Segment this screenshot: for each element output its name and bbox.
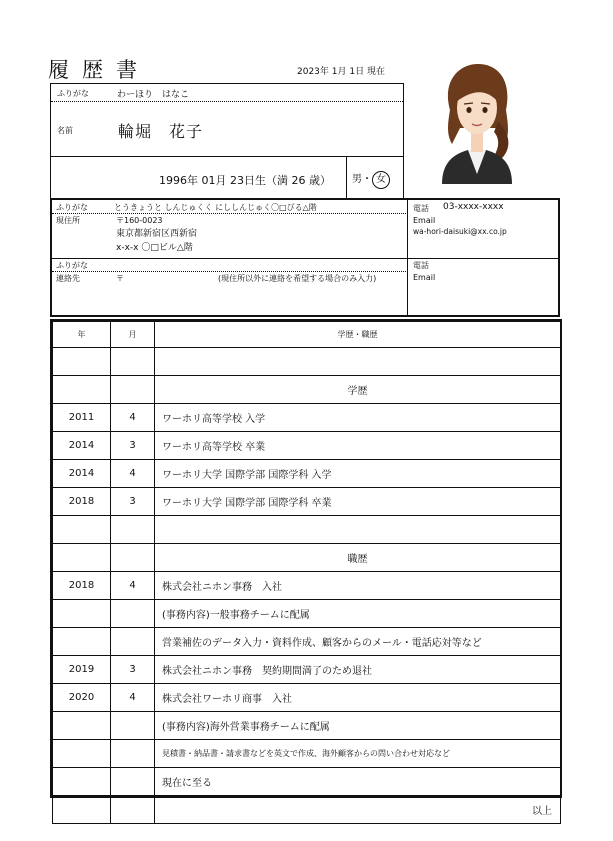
history-year	[53, 348, 111, 376]
history-year	[53, 712, 111, 740]
history-row	[53, 740, 561, 768]
history-row	[53, 348, 561, 376]
address-label: 現住所	[56, 216, 80, 225]
history-description: 見積書・納品書・請求書などを英文で作成、海外顧客からの問い合わせ対応など	[155, 740, 561, 768]
birth-date: 1996年 01月 23日生（満 26 歳）	[159, 174, 331, 187]
address-furigana: とうきょうと しんじゅくく にししんじゅく〇□びる△階	[114, 203, 317, 212]
profile-box	[50, 83, 404, 199]
contact-postal: 〒	[116, 274, 124, 283]
history-header	[53, 322, 561, 348]
history-month: 4	[111, 684, 155, 712]
history-description: 株式会社ニホン事務 契約期間満了のため退社	[155, 656, 561, 684]
history-year: 2018	[53, 572, 111, 600]
history-row	[53, 712, 561, 740]
history-row	[53, 544, 561, 572]
history-month	[111, 740, 155, 768]
name-label: 名前	[57, 126, 73, 135]
history-month	[111, 376, 155, 404]
history-year	[53, 796, 111, 824]
contact-label: 連絡先	[56, 274, 80, 283]
address-postal: 〒160-0023	[116, 216, 163, 225]
history-year	[53, 544, 111, 572]
history-year	[53, 768, 111, 796]
history-row	[53, 516, 561, 544]
history-year: 2020	[53, 684, 111, 712]
history-row	[53, 600, 561, 628]
history-row	[53, 488, 561, 516]
history-row	[53, 376, 561, 404]
email-value: wa-hori-daisuki@xx.co.jp	[413, 227, 507, 236]
history-year	[53, 628, 111, 656]
history-month	[111, 796, 155, 824]
history-year: 2011	[53, 404, 111, 432]
name-furigana: わーほり はなこ	[117, 90, 190, 100]
history-description: 現在に至る	[155, 768, 561, 796]
history-month	[111, 628, 155, 656]
email-label: Email	[413, 216, 436, 225]
history-section-title: 学歴	[155, 376, 561, 404]
history-month	[111, 516, 155, 544]
history-month: 4	[111, 460, 155, 488]
history-month	[111, 712, 155, 740]
full-name: 輪堀 花子	[118, 122, 204, 141]
history-year	[53, 600, 111, 628]
history-month	[111, 600, 155, 628]
history-month	[111, 544, 155, 572]
address-box	[50, 198, 560, 317]
history-month	[111, 348, 155, 376]
history-year	[53, 376, 111, 404]
furigana-label: ふりがな	[57, 89, 89, 98]
history-description: 営業補佐のデータ入力・資料作成、顧客からのメール・電話応対等など	[155, 628, 561, 656]
history-year: 2014	[53, 432, 111, 460]
history-year: 2014	[53, 460, 111, 488]
phone-value: 03-xxxx-xxxx	[443, 202, 504, 212]
history-section-title: 職歴	[155, 544, 561, 572]
history-year: 2019	[53, 656, 111, 684]
portrait-photo	[438, 62, 516, 184]
contact-email-label: Email	[413, 273, 436, 282]
history-description	[155, 348, 561, 376]
history-month: 3	[111, 656, 155, 684]
history-description	[155, 516, 561, 544]
address-furigana-label: ふりがな	[56, 203, 88, 212]
address-line2: x-x-x 〇□ビル△階	[116, 243, 193, 253]
history-month: 3	[111, 432, 155, 460]
history-row	[53, 572, 561, 600]
history-row	[53, 684, 561, 712]
col-desc-header: 学歴・職歴	[155, 322, 561, 348]
history-table	[52, 321, 561, 824]
sex-male: 男・	[352, 174, 372, 185]
history-row	[53, 768, 561, 796]
history-description: 株式会社ワーホリ商事 入社	[155, 684, 561, 712]
document-date: 2023年 1月 1日 現在	[297, 67, 385, 77]
history-row	[53, 656, 561, 684]
history-description: ワーホリ高等学校 卒業	[155, 432, 561, 460]
history-row	[53, 432, 561, 460]
history-description: 株式会社ニホン事務 入社	[155, 572, 561, 600]
contact-phone-label: 電話	[413, 261, 429, 270]
history-description: ワーホリ大学 国際学部 国際学科 卒業	[155, 488, 561, 516]
history-description: (事務内容)海外営業事務チームに配属	[155, 712, 561, 740]
sex-female-circled: 女	[372, 171, 390, 189]
history-year	[53, 740, 111, 768]
history-row	[53, 628, 561, 656]
contact-furigana-label: ふりがな	[56, 261, 88, 270]
col-year-header: 年	[53, 322, 111, 348]
history-year: 2018	[53, 488, 111, 516]
history-row	[53, 460, 561, 488]
contact-note: (現住所以外に連絡を希望する場合のみ入力)	[218, 274, 377, 283]
history-description: (事務内容)一般事務チームに配属	[155, 600, 561, 628]
phone-label: 電話	[413, 204, 429, 213]
history-description: ワーホリ大学 国際学部 国際学科 入学	[155, 460, 561, 488]
sex-field	[352, 170, 390, 189]
history-row	[53, 796, 561, 824]
history-month: 4	[111, 572, 155, 600]
col-month-header: 月	[111, 322, 155, 348]
address-line1: 東京都新宿区西新宿	[116, 229, 198, 239]
history-description: 以上	[155, 796, 561, 824]
history-month: 4	[111, 404, 155, 432]
document-title: 履歴書	[48, 58, 150, 82]
history-year	[53, 516, 111, 544]
history-month	[111, 768, 155, 796]
history-row	[53, 404, 561, 432]
history-description: ワーホリ高等学校 入学	[155, 404, 561, 432]
history-month: 3	[111, 488, 155, 516]
